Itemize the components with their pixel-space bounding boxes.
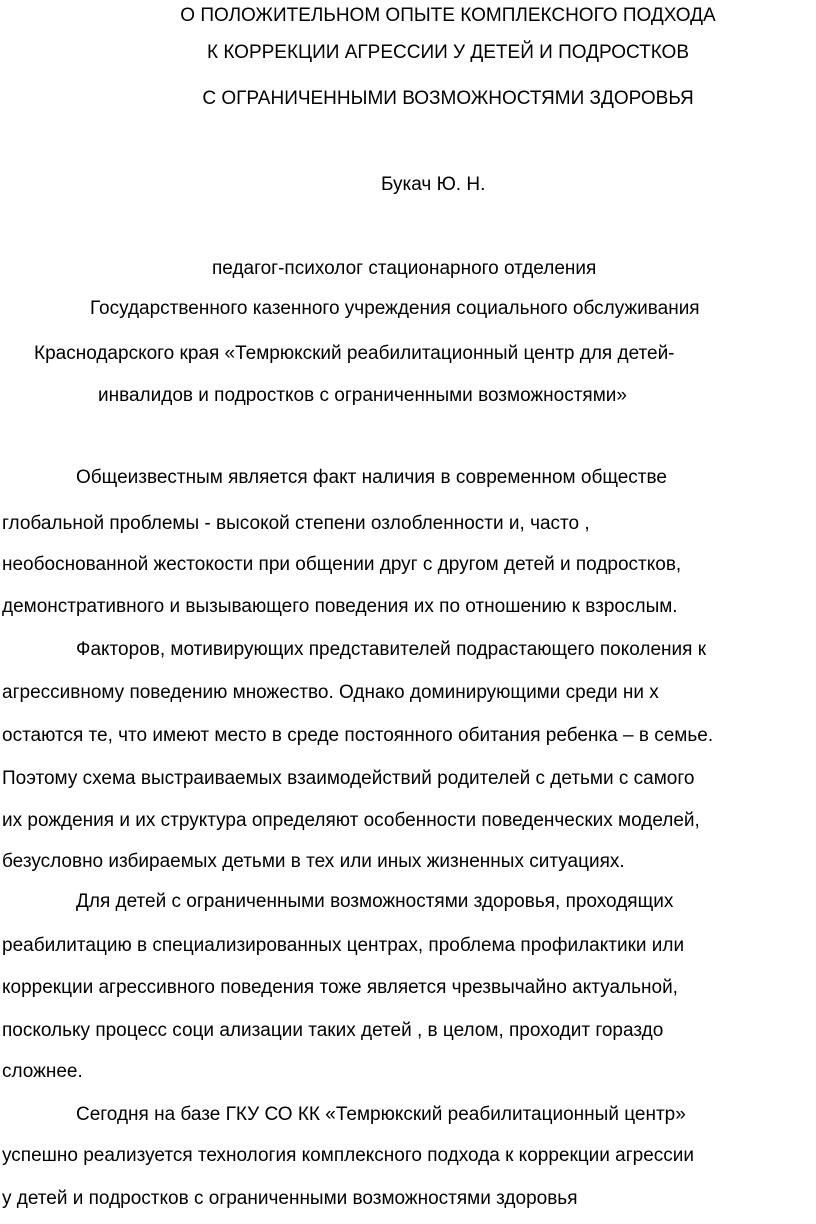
paragraph-line: остаются те, что имеют место в среде постоянного обитания ребенка – в семье. <box>2 725 714 746</box>
title-line-3: С ОГРАНИЧЕННЫМИ ВОЗМОЖНОСТЯМИ ЗДОРОВЬЯ <box>202 88 694 109</box>
paragraph-line: агрессивному поведению множество. Однако доминирующими среди ни х <box>2 682 659 703</box>
paragraph-line: успешно реализуется технология комплексного подхода к коррекции агрессии <box>2 1145 695 1166</box>
paragraph-line: глобальной проблемы - высокой степени озлобленности и, часто , <box>2 513 590 534</box>
affiliation-line-2: Государственного казенного учреждения социального обслуживания <box>90 298 700 319</box>
paragraph-line: у детей и подростков с ограниченными возможностями здоровья <box>2 1188 578 1209</box>
title-line-2: К КОРРЕКЦИИ АГРЕССИИ У ДЕТЕЙ И ПОДРОСТКОВ <box>206 42 689 63</box>
paragraph-line: безусловно избираемых детьми в тех или иных жизненных ситуациях. <box>2 851 625 872</box>
paragraph-line: Для детей с ограниченными возможностями здоровья, проходящих <box>76 891 674 912</box>
affiliation-line-3: Краснодарского края «Темрюкский реабилитационный центр для детей- <box>34 343 675 364</box>
paragraph-line: коррекции агрессивного поведения тоже является чрезвычайно актуальной, <box>2 977 678 998</box>
paragraph-line: Факторов, мотивирующих представителей подрастающего поколения к <box>76 639 707 660</box>
paragraph-line: поскольку процесс соци ализации таких детей , в целом, проходит гораздо <box>2 1020 664 1041</box>
paragraph-line: реабилитацию в специализированных центрах, проблема профилактики или <box>2 935 685 956</box>
paragraph-line: их рождения и их структура определяют особенности поведенческих моделей, <box>2 810 700 831</box>
paragraph-line: Сегодня на базе ГКУ СО КК «Темрюкский реабилитационный центр» <box>76 1104 686 1125</box>
affiliation-line-1: педагог-психолог стационарного отделения <box>212 258 597 279</box>
affiliation-line-4: инвалидов и подростков с ограниченными возможностями» <box>98 385 627 406</box>
paragraph-line: Общеизвестным является факт наличия в современном обществе <box>76 467 667 488</box>
paragraph-line: Поэтому схема выстраиваемых взаимодействий родителей с детьми с самого <box>2 768 695 789</box>
author-name: Букач Ю. Н. <box>381 174 486 195</box>
title-line-1: О ПОЛОЖИТЕЛЬНОМ ОПЫТЕ КОМПЛЕКСНОГО ПОДХОДА <box>180 5 716 26</box>
paragraph-line: сложнее. <box>2 1061 83 1082</box>
paragraph-line: демонстративного и вызывающего поведения их по отношению к взрослым. <box>2 596 678 617</box>
paragraph-line: необоснованной жестокости при общении друг с другом детей и подростков, <box>2 554 682 575</box>
